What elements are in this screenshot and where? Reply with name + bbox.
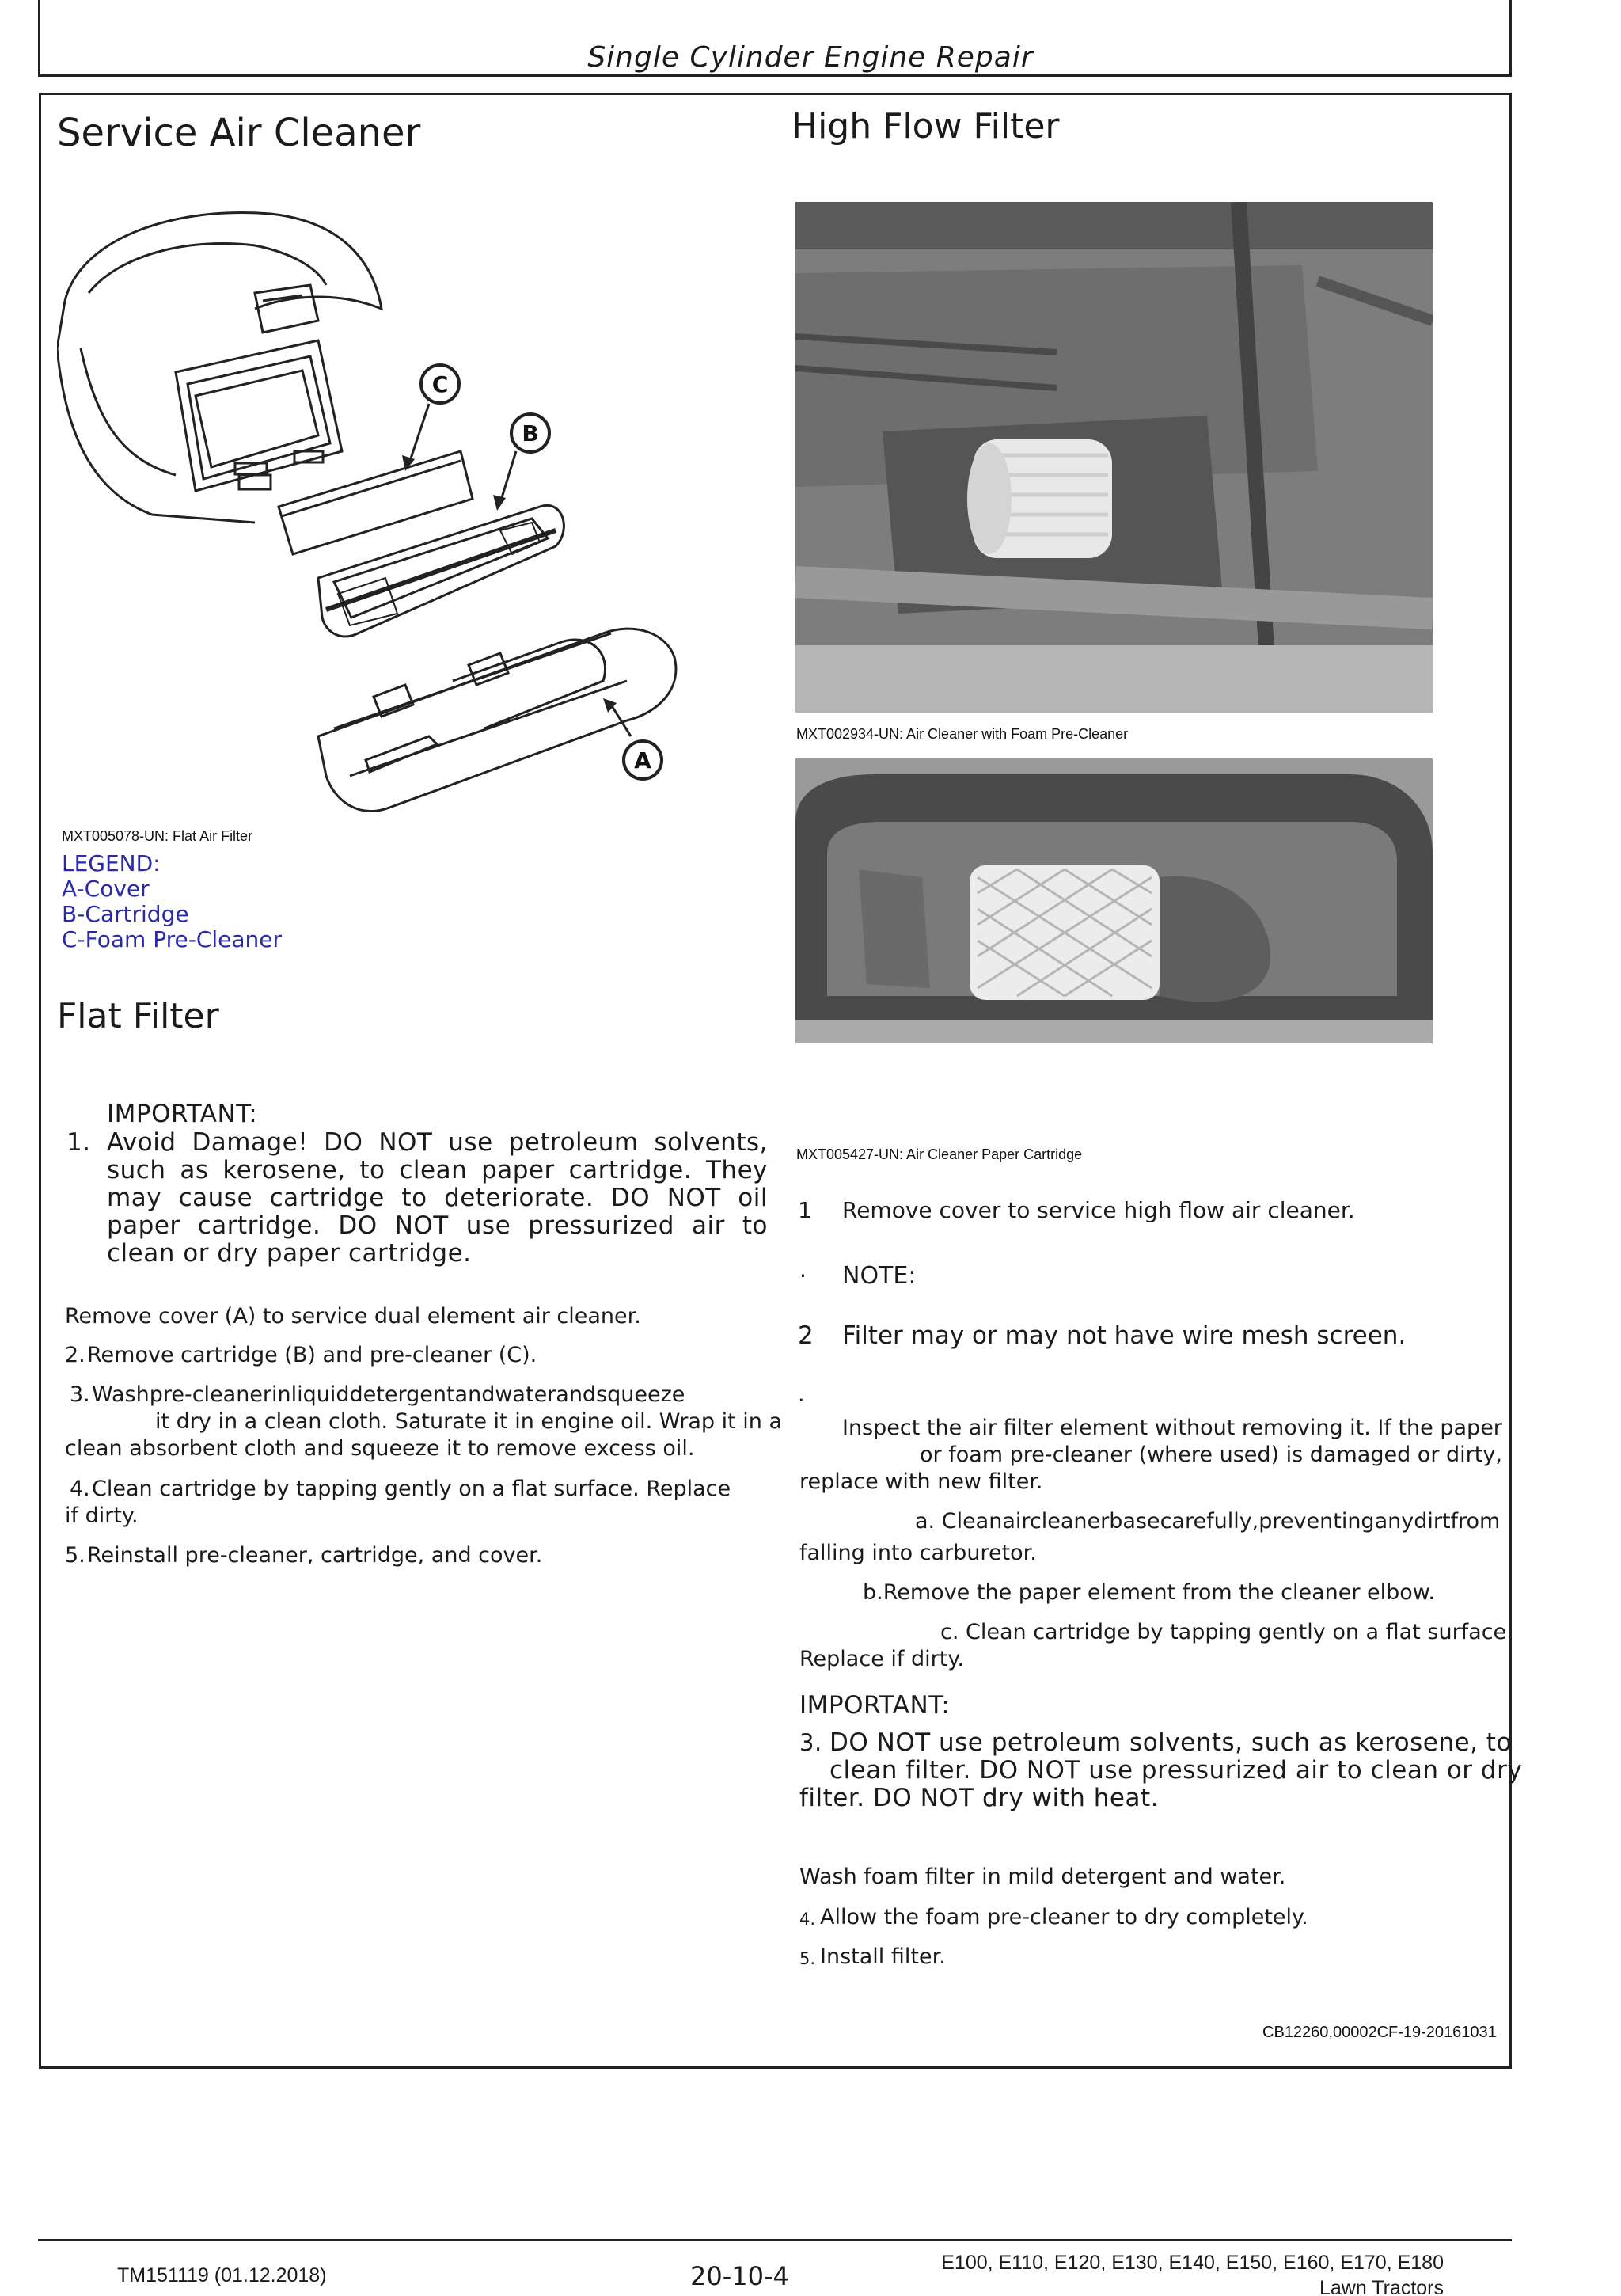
- step-5-number: 5.: [65, 1543, 85, 1568]
- important-text: Avoid Damage! DO NOT use petroleum solvents, such as kerosene, to clean paper cartridge. They may cause cartridge to deteriorate. DO NOT oil paper cartridge. DO NOT use pressurized air to clean or dry paper cartridge.: [107, 1128, 768, 1268]
- important-label: IMPORTANT:: [107, 1100, 258, 1128]
- right-step-4: Allow the foam pre-cleaner to dry completely.: [820, 1905, 1308, 1929]
- step-2-number: 2.: [65, 1343, 85, 1367]
- inspect-line-2: or foam pre-cleaner (where used) is damaged or dirty,: [920, 1443, 1502, 1467]
- step-1: Remove cover (A) to service dual element air cleaner.: [65, 1304, 641, 1329]
- air-cleaner-foam-photo: [795, 202, 1433, 713]
- footer-models: E100, E110, E120, E130, E140, E150, E160, E170, E180: [941, 2252, 1444, 2274]
- step-4-line-1: Clean cartridge by tapping gently on a flat surface. Replace: [92, 1477, 731, 1501]
- right-important-line-3: filter. DO NOT dry with heat.: [799, 1784, 1159, 1812]
- legend-item: B-Cartridge: [62, 901, 189, 927]
- step-3-number: 3.: [70, 1382, 90, 1407]
- step-3-line-3: clean absorbent cloth and squeeze it to remove excess oil.: [65, 1436, 695, 1461]
- diagram-caption: MXT005078-UN: Flat Air Filter: [62, 828, 253, 844]
- right-step-1: Remove cover to service high flow air cleaner.: [842, 1197, 1355, 1223]
- important-number: 1.: [66, 1128, 91, 1157]
- photo-1-illustration: [795, 202, 1433, 713]
- substep-c-line-2: Replace if dirty.: [799, 1647, 965, 1671]
- right-step-2: Filter may or may not have wire mesh screen.: [842, 1321, 1407, 1350]
- photo-1-caption: MXT002934-UN: Air Cleaner with Foam Pre-Cleaner: [796, 726, 1129, 742]
- substep-b: b.Remove the paper element from the cleaner elbow.: [863, 1580, 1435, 1605]
- step-3-line-1: Washpre-cleanerinliquiddetergentandwaterandsqueeze: [92, 1382, 685, 1407]
- right-step-4-number: 4.: [799, 1910, 816, 1929]
- dot-marker: .: [798, 1382, 805, 1407]
- legend: [62, 851, 282, 952]
- right-step-5: Install filter.: [820, 1944, 946, 1969]
- callout-a: A: [634, 747, 651, 774]
- service-air-cleaner-heading: Service Air Cleaner: [57, 111, 421, 155]
- step-4-line-2: if dirty.: [65, 1503, 139, 1528]
- callout-c: C: [431, 371, 449, 397]
- note-label: NOTE:: [842, 1262, 917, 1290]
- right-important-number: 3.: [799, 1729, 822, 1756]
- air-cleaner-paper-cartridge-photo: [795, 758, 1433, 1043]
- callout-b: B: [522, 420, 539, 447]
- footer-page-number: 20-10-4: [690, 2261, 789, 2291]
- inspect-line-3: replace with new filter.: [799, 1469, 1043, 1494]
- photo-2-caption: MXT005427-UN: Air Cleaner Paper Cartridge: [796, 1146, 1083, 1162]
- wash-foam-filter: Wash foam filter in mild detergent and water.: [799, 1865, 1286, 1889]
- legend-title: LEGEND:: [62, 850, 161, 876]
- right-step-2-number: 2: [798, 1321, 814, 1350]
- substep-a-line-1: a. Cleanaircleanerbasecarefully,preventinganydirtfrom: [915, 1509, 1501, 1534]
- footer-product: Lawn Tractors: [1319, 2277, 1444, 2296]
- step-4-number: 4.: [70, 1477, 90, 1501]
- inspect-line-1: Inspect the air filter element without removing it. If the paper: [842, 1416, 1502, 1440]
- right-step-1-number: 1: [798, 1197, 812, 1223]
- right-step-5-number: 5.: [799, 1949, 816, 1968]
- right-important-line-2: clean filter. DO NOT use pressurized air to clean or dry: [829, 1756, 1523, 1785]
- header-rule: [38, 74, 1512, 77]
- flat-filter-heading: Flat Filter: [57, 996, 219, 1036]
- legend-item: A-Cover: [62, 876, 150, 902]
- footer-rule: [38, 2239, 1512, 2241]
- right-important-label: IMPORTANT:: [799, 1691, 951, 1720]
- right-important-line-1: DO NOT use petroleum solvents, such as kerosene, to: [829, 1728, 1512, 1757]
- high-flow-filter-heading: High Flow Filter: [792, 106, 1060, 146]
- legend-item: C-Foam Pre-Cleaner: [62, 926, 283, 952]
- document-code: CB12260,00002CF-19-20161031: [1262, 2024, 1497, 2041]
- photo-2-illustration: [795, 758, 1433, 1043]
- note-bullet: ·: [799, 1263, 807, 1289]
- page-header-title: Single Cylinder Engine Repair: [587, 41, 1034, 74]
- step-2: Remove cartridge (B) and pre-cleaner (C).: [87, 1343, 537, 1367]
- step-5: Reinstall pre-cleaner, cartridge, and cover.: [87, 1543, 543, 1568]
- flat-air-filter-diagram: [57, 190, 706, 823]
- substep-a-line-2: falling into carburetor.: [799, 1541, 1037, 1565]
- substep-c-line-1: c. Clean cartridge by tapping gently on a flat surface.: [940, 1620, 1513, 1644]
- step-3-line-2: it dry in a clean cloth. Saturate it in engine oil. Wrap it in a: [155, 1409, 783, 1434]
- footer-manual-number: TM151119 (01.12.2018): [117, 2264, 327, 2286]
